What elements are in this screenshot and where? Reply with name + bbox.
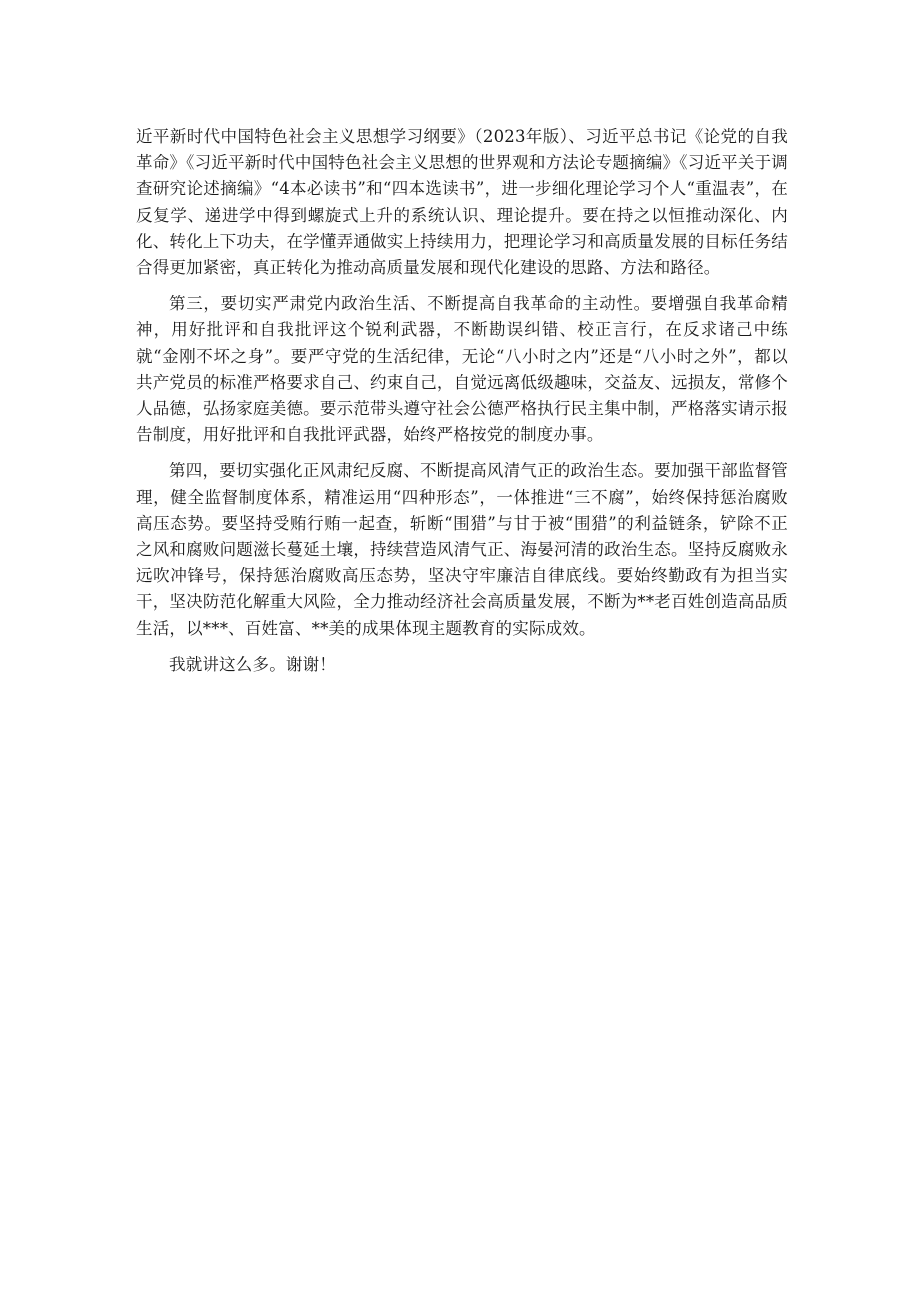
paragraph-point-four: 第四，要切实强化正风肃纪反腐、不断提高风清气正的政治生态。要加强干部监督管理，健全监督制度体系，精准运用“四种形态”，一体推进“三不腐”，始终保持惩治腐败高压态势。要坚持受贿行贿一起查，斩断“围猎”与甘于被“围猎”的利益链条，铲除不正之风和腐败问题滋长蔓延土壤，持续营造风清气正、海晏河清的政治生态。坚持反腐败永远吹冲锋号，保持惩治腐败高压态势，坚决守牢廉洁自律底线。要始终勤政有为担当实干，坚决防范化解重大风险，全力推动经济社会高质量发展，不断为**老百姓创造高品质生活，以***、百姓富、**美的成果体现主题教育的实际成效。 <box>136 461 788 638</box>
paragraph-point-three: 第三，要切实严肃党内政治生活、不断提高自我革命的主动性。要增强自我革命精神，用好批评和自我批评这个锐利武器，不断勘误纠错、校正言行，在反求诸己中练就“金刚不坏之身”。要严守党的生活纪律，无论“八小时之内”还是“八小时之外”，都以共产党员的标准严格要求自己、约束自己，自觉远离低级趣味，交益友、远损友，常修个人品德，弘扬家庭美德。要示范带头遵守社会公德严格执行民主集中制，严格落实请示报告制度，用好批评和自我批评武器，始终严格按党的制度办事。 <box>136 294 788 445</box>
document-body <box>136 124 788 688</box>
paragraph-continuation: 近平新时代中国特色社会主义思想学习纲要》（2023年版）、习近平总书记《论党的自我革命》《习近平新时代中国特色社会主义思想的世界观和方法论专题摘编》《习近平关于调查研究论述摘编》“4本必读书”和“四本选读书”，进一步细化理论学习个人“重温表”，在反复学、递进学中得到螺旋式上升的系统认识、理论提升。要在持之以恒推动深化、内化、转化上下功夫，在学懂弄通做实上持续用力，把理论学习和高质量发展的目标任务结合得更加紧密，真正转化为推动高质量发展和现代化建设的思路、方法和路径。 <box>136 127 788 278</box>
paragraph-closing: 我就讲这么多。谢谢！ <box>169 654 336 674</box>
